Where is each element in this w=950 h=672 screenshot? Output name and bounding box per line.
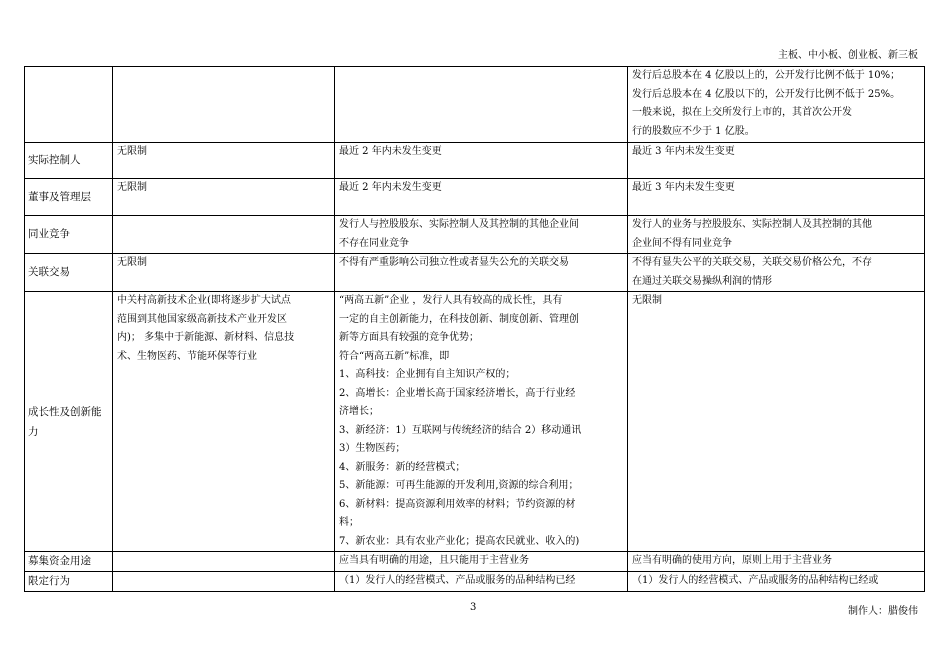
page-header-boards: 主板、中小板、创业板、新三板 — [778, 50, 918, 61]
row-label: 限定行为 — [25, 572, 113, 592]
cell-text-line: 术、生物医药、节能环保等行业 — [117, 350, 257, 362]
cell-col-3 — [628, 572, 925, 592]
cell-col-2 — [335, 143, 628, 179]
cell-col-3 — [628, 552, 925, 572]
cell-text-line: 应当有明确的使用方向，原则上用于主营业务 — [632, 555, 832, 566]
row-label: 成长性及创新能力 — [25, 292, 113, 552]
row-label: 董事及管理层 — [25, 179, 113, 216]
cell-text-line: 无限制 — [117, 146, 147, 157]
cell-text-line: 内)； 多集中于新能源、新材料、信息技 — [117, 332, 295, 343]
cell-col-3 — [628, 179, 925, 216]
cell-col-1 — [113, 179, 335, 216]
cell-col-1 — [113, 216, 335, 254]
cell-text-line: 最近 3 年内未发生变更 — [632, 182, 735, 193]
cell-text-line: 3、新经济：1）互联网与传统经济的结合 2）移动通讯 — [339, 424, 582, 436]
table-row — [25, 143, 925, 179]
cell-text-line: 6、新材料：提高资源利用效率的材料；节约资源的材 — [339, 498, 576, 510]
cell-text-line: 不存在同业竞争 — [339, 237, 409, 249]
cell-text-line: 无限制 — [117, 257, 147, 268]
cell-text-line: 3）生物医药； — [339, 443, 406, 454]
cell-text-line: 不得有显失公平的关联交易，关联交易价格公允，不存 — [632, 257, 872, 268]
cell-text-line: （1）发行人的经营模式、产品或服务的品种结构已经 — [339, 575, 576, 586]
author-credit: 制作人：腊俊伟 — [848, 606, 918, 617]
cell-text-line: 中关村高新技术企业(即将逐步扩大试点 — [117, 295, 291, 306]
table-row — [25, 179, 925, 216]
cell-col-3 — [628, 143, 925, 179]
row-label: 实际控制人 — [25, 143, 113, 179]
cell-col-2 — [335, 216, 628, 254]
cell-col-1 — [113, 292, 335, 552]
cell-text-line: 济增长； — [339, 406, 379, 417]
cell-text-line: 发行人的业务与控股股东、实际控制人及其控制的其他 — [632, 219, 872, 230]
cell-text-line: （1）发行人的经营模式、产品或服务的品种结构已经或 — [632, 575, 879, 586]
cell-col-2 — [335, 292, 628, 552]
table-row — [25, 292, 925, 552]
page-number: 3 — [470, 602, 477, 613]
cell-text-line: 在通过关联交易操纵利润的情形 — [632, 275, 772, 287]
cell-text-line: 最近 2 年内未发生变更 — [339, 146, 442, 157]
comparison-table — [24, 66, 925, 592]
cell-col-1 — [113, 254, 335, 292]
cell-col-2 — [335, 67, 628, 143]
cell-text-line: “两高五新”企业 ，发行人具有较高的成长性，具有 — [339, 295, 563, 306]
cell-col-2 — [335, 254, 628, 292]
cell-text-line: 一定的自主创新能力，在科技创新、制度创新、管理创 — [339, 313, 579, 325]
table-row — [25, 67, 925, 143]
cell-text-line: 4、新服务：新的经营模式； — [339, 461, 466, 473]
cell-text-line: 2、高增长：企业增长高于国家经济增长，高于行业经 — [339, 387, 576, 399]
cell-text-line: 发行后总股本在 4 亿股以下的，公开发行比例不低于 25%。 — [632, 88, 901, 100]
cell-text-line: 不得有严重影响公司独立性或者显失公允的关联交易 — [339, 257, 569, 268]
cell-col-1 — [113, 552, 335, 572]
table-row — [25, 552, 925, 572]
cell-col-2 — [335, 572, 628, 592]
cell-text-line: 发行人与控股股东、实际控制人及其控制的其他企业间 — [339, 219, 579, 230]
cell-col-1 — [113, 67, 335, 143]
cell-col-1 — [113, 143, 335, 179]
cell-text-line: 最近 3 年内未发生变更 — [632, 146, 735, 157]
row-label: 募集资金用途 — [25, 552, 113, 572]
cell-text-line: 一般来说，拟在上交所发行上市的，其首次公开发 — [632, 107, 852, 118]
cell-text-line: 符合“两高五新”标准，即 — [339, 350, 450, 362]
cell-text-line: 范围到其他国家级高新技术产业开发区 — [117, 313, 287, 325]
table-row — [25, 216, 925, 254]
cell-text-line: 7、新农业：具有农业产业化；提高农民就业、收入的) — [339, 535, 580, 547]
cell-text-line: 应当具有明确的用途，且只能用于主营业务 — [339, 555, 529, 566]
table-row — [25, 572, 925, 592]
cell-text-line: 5、新能源：可再生能源的开发利用,资源的综合利用； — [339, 480, 579, 491]
row-label: 关联交易 — [25, 254, 113, 292]
table-row — [25, 254, 925, 292]
row-label — [25, 67, 113, 143]
cell-col-2 — [335, 552, 628, 572]
cell-text-line: 无限制 — [117, 182, 147, 193]
cell-col-3 — [628, 67, 925, 143]
cell-col-1 — [113, 572, 335, 592]
cell-col-3 — [628, 254, 925, 292]
cell-text-line: 新等方面具有较强的竞争优势； — [339, 332, 479, 343]
cell-text-line: 发行后总股本在 4 亿股以上的，公开发行比例不低于 10%； — [632, 70, 901, 81]
cell-text-line: 1、高科技：企业拥有自主知识产权的； — [339, 369, 516, 380]
cell-text-line: 行的股数应不少于 1 亿股。 — [632, 125, 755, 137]
cell-text-line: 无限制 — [632, 295, 662, 306]
cell-col-3 — [628, 292, 925, 552]
cell-col-2 — [335, 179, 628, 216]
cell-text-line: 料； — [339, 517, 359, 528]
cell-col-3 — [628, 216, 925, 254]
cell-text-line: 企业间不得有同业竞争 — [632, 237, 732, 249]
cell-text-line: 最近 2 年内未发生变更 — [339, 182, 442, 193]
row-label: 同业竞争 — [25, 216, 113, 254]
